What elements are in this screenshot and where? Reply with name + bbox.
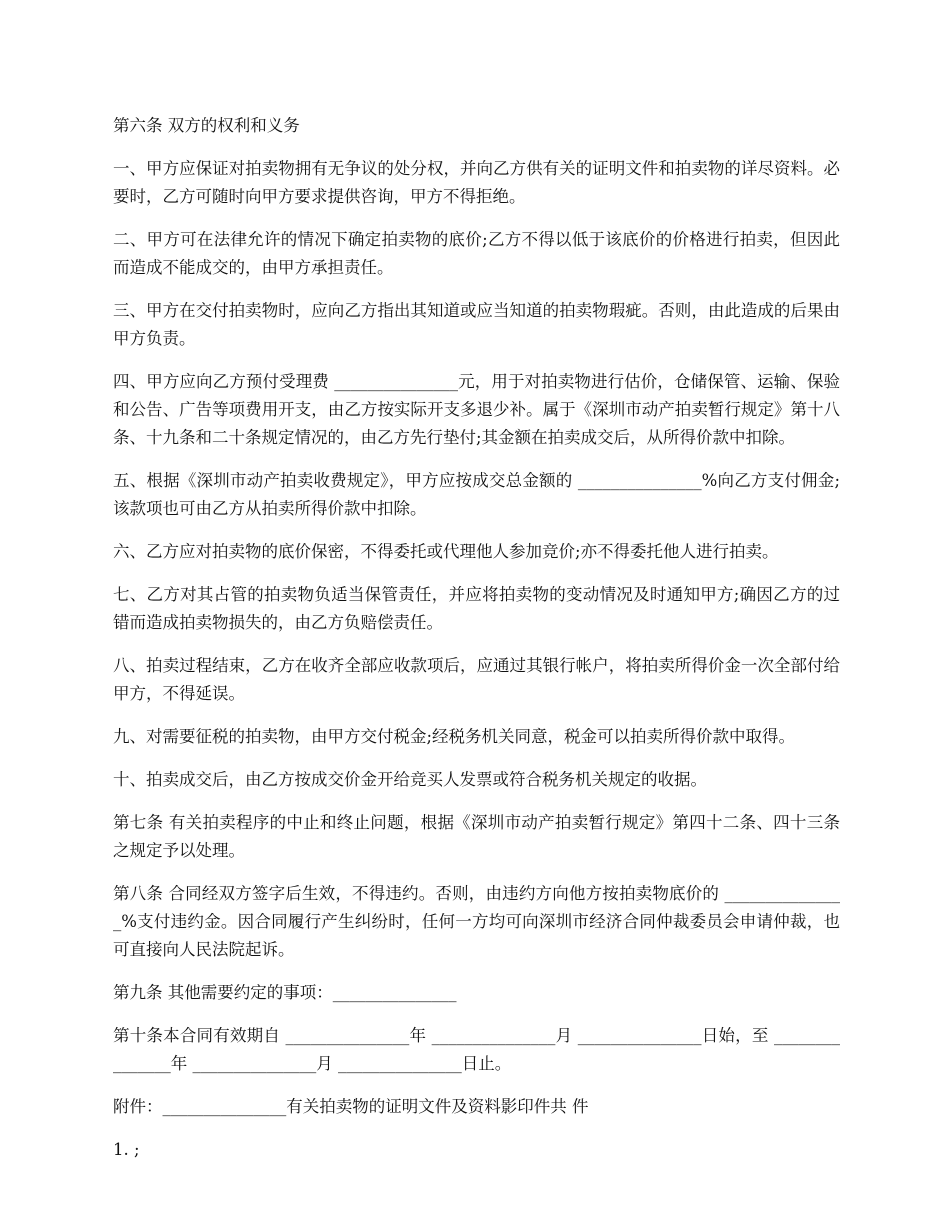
clause-8: 八、拍卖过程结束，乙方在收齐全部应收款项后，应通过其银行帐户，将拍卖所得价金一次全部付给甲方，不得延误。 [113,656,840,703]
clause-4: 四、甲方应向乙方预付受理费 _______________元，用于对拍卖物进行估价，仓储保管、运输、保验和公告、广告等项费用开支，由乙方按实际开支多退少补。属于《深圳市动产拍卖暂行规定》第十八条、十九条和二十条规定情况的，由乙方先行垫付;其金额在拍卖成交后，从所得价款中扣除。 [113,372,840,447]
attachment-item-1: 1. ; [113,1140,140,1159]
article-10: 第十条本合同有效期自 _______________年 _______________月 _______________日始，至 _______________年 _______________月 _______________日止。 [113,1026,840,1073]
clause-10: 十、拍卖成交后，由乙方按成交价金开给竞买人发票或符合税务机关规定的收据。 [113,770,707,789]
article-7: 第七条 有关拍卖程序的中止和终止问题，根据《深圳市动产拍卖暂行规定》第四十二条、四十三条之规定予以处理。 [113,813,840,860]
clause-2: 二、甲方可在法律允许的情况下确定拍卖物的底价;乙方不得以低于该底价的价格进行拍卖，但因此而造成不能成交的，由甲方承担责任。 [113,230,840,277]
clause-5: 五、根据《深圳市动产拍卖收费规定》，甲方应按成交总金额的 _______________%向乙方支付佣金;该款项也可由乙方从拍卖所得价款中扣除。 [113,471,840,518]
article-8: 第八条 合同经双方签字后生效，不得违约。否则，由违约方向他方按拍卖物底价的 _______________%支付违约金。因合同履行产生纠纷时，任何一方均可向深圳市经济合同仲裁委员会申请仲裁，也可直接向人民法院起诉。 [113,884,840,959]
clause-9: 九、对需要征税的拍卖物，由甲方交付税金;经税务机关同意，税金可以拍卖所得价款中取得。 [113,727,796,746]
document-page [113,112,840,1179]
attachment-line: 附件：_______________有关拍卖物的证明文件及资料影印件共 件 [113,1097,589,1116]
clause-3: 三、甲方在交付拍卖物时，应向乙方指出其知道或应当知道的拍卖物瑕疵。否则，由此造成的后果由甲方负责。 [113,301,840,348]
clause-1: 一、甲方应保证对拍卖物拥有无争议的处分权，并向乙方供有关的证明文件和拍卖物的详尽资料。必要时，乙方可随时向甲方要求提供咨询，甲方不得拒绝。 [113,159,840,206]
clause-6: 六、乙方应对拍卖物的底价保密，不得委托或代理他人参加竞价;亦不得委托他人进行拍卖。 [113,542,779,561]
article-6-heading: 第六条 双方的权利和义务 [113,116,300,135]
clause-7: 七、乙方对其占管的拍卖物负适当保管责任，并应将拍卖物的变动情况及时通知甲方;确因乙方的过错而造成拍卖物损失的，由乙方负赔偿责任。 [113,585,840,632]
article-9: 第九条 其他需要约定的事项：_______________ [113,983,457,1002]
